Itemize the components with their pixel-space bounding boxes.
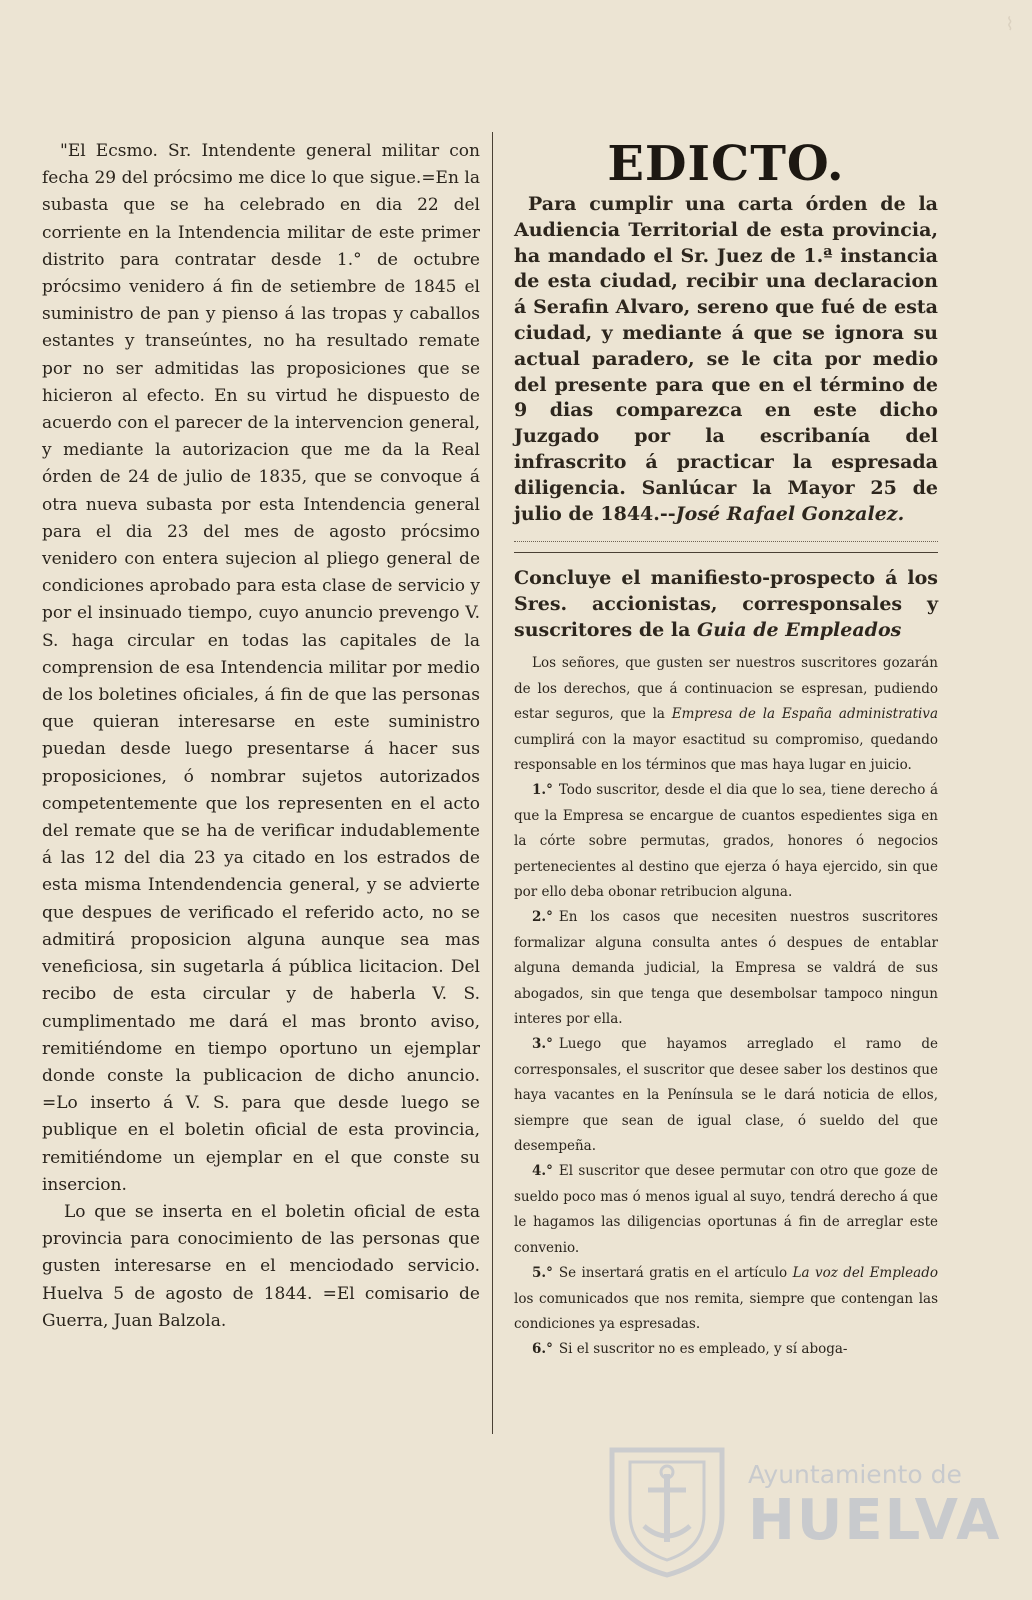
left-column [42, 138, 480, 1335]
column-divider [492, 132, 493, 1434]
clause-number: 1.° [532, 782, 553, 799]
comisario-closing-paragraph: Lo que se inserta en el boletin oficial de esta provincia para conocimiento de las personas que gusten interesarse en el menciodado servicio. Huelva 5 de agosto de 1844. =El comisario de Guerra, Juan Balzola. [42, 1201, 480, 1331]
clause-text-b: los comunicados que nos remita, siempre que contengan las condiciones ya espresadas. [514, 1290, 938, 1332]
clause-5 [514, 1261, 938, 1337]
right-column [514, 138, 938, 1363]
prospecto-heading-italic: Guia de Empleados [697, 619, 902, 642]
intro-empresa-name: Empresa de la España administrativa [671, 706, 938, 723]
clause-3 [514, 1032, 938, 1159]
intro-part-a: Los señores, que gusten ser nuestros suscritores gozarán de los derechos, que á continuacion se espresan, pudiendo estar seguros, que la [514, 655, 938, 723]
clause-number: 3.° [532, 1036, 553, 1053]
clause-text-a: Se insertará gratis en el artículo [558, 1265, 788, 1282]
clause-text: En los casos que necesiten nuestros suscritores formalizar alguna consulta antes ó despues de entablar alguna demanda judicial, la Empresa se valdrá de sus abogados, sin que tenga que desembolsar tampoco ningun interes por ella. [514, 909, 938, 1028]
clause-2 [514, 905, 938, 1032]
clause-1 [514, 778, 938, 905]
watermark-line2: HUELVA [748, 1488, 1002, 1553]
prospecto-intro [514, 651, 938, 778]
clause-number: 5.° [532, 1265, 553, 1282]
clause-text: El suscritor que desee permutar con otro que goze de sueldo poco mas ó menos igual al suyo, tendrá derecho á que le hagamos las diligencias oportunas á fin de arreglar este convenio. [514, 1163, 938, 1256]
coat-of-arms-icon [592, 1430, 742, 1580]
intro-part-b: cumplirá con la mayor esactitud su compromiso, quedando responsable en los términos que mas haya lugar en juicio. [514, 731, 938, 773]
clause-6 [514, 1337, 938, 1362]
prospecto-heading-lead: Concluye el manifiesto-prospecto á los Sres. accionistas, corresponsales y suscritores de la [514, 567, 938, 642]
edicto-text [514, 192, 938, 527]
clause-text: Si el suscritor no es empleado, y sí aboga- [558, 1341, 848, 1358]
archive-stamp-mark: ⌇ [1005, 14, 1014, 35]
clause-number: 4.° [532, 1163, 553, 1180]
clause-voz-del-empleado: La voz del Empleado [792, 1265, 938, 1282]
edicto-body-text: Para cumplir una carta órden de la Audiencia Territorial de esta provincia, ha mandado el Sr. Juez de 1.ª instancia de esta ciudad, recibir una declaracion á Serafin Alvaro, sereno que fué de esta ciudad, y mediante á que se ignora su actual paradero, se le cita por medio del presente para que en el término de 9 dias comparezca en este dicho Juzgado por la escribanía del infrascrito á practicar la espresada diligencia. Sanlúcar la Mayor 25 de julio de 1844.-- [514, 193, 938, 525]
clause-text: Todo suscritor, desde el dia que lo sea, tiene derecho á que la Empresa se encargue de cuantos espedientes siga en la córte sobre permutas, grados, honores ó negocios pertenecientes al destino que ejerza ó haya ejercido, sin que por ello deba obonar retribucion alguna. [514, 782, 938, 901]
solid-separator [514, 552, 938, 553]
clause-text: Luego que hayamos arreglado el ramo de corresponsales, el suscritor que desee saber los destinos que haya vacantes en la Península se le dará noticia de ellos, siempre que sean de igual clase, ó sueldo del que desempeña. [514, 1036, 938, 1155]
edicto-signature: José Rafael Gonzalez. [675, 502, 905, 525]
intendencia-notice-paragraph: "El Ecsmo. Sr. Intendente general militar con fecha 29 del prócsimo me dice lo que sigue.=En la subasta que se ha celebrado en dia 22 del corriente en la Intendencia militar de este primer distrito para contratar desde 1.° de octubre prócsimo venidero á fin de setiembre de 1845 el suministro de pan y pienso á las tropas y caballos estantes y transeúntes, no ha resultado remate por no ser admitidas las proposiciones que se hicieron al efecto. En su virtud he dispuesto de acuerdo con el parecer de la intervencion general, y mediante la autorizacion que me da la Real órden de 24 de julio de 1835, que se convoque á otra nueva subasta por esta Intendencia general para el dia 23 del mes de agosto prócsimo venidero con entera sujecion al pliego general de condiciones aprobado para esta clase de servicio y por el insinuado tiempo, cuyo anuncio prevengo V. S. haga circular en todas las capitales de la comprension de esa Intendencia militar por medio de los boletines oficiales, á fin de que las personas que quieran interesarse en este suministro puedan desde luego presentarse á hacer sus proposiciones, ó nombrar sujetos autorizados competentemente que los representen en el acto del remate que se ha de verificar indudablemente á las 12 del dia 23 ya citado en los estrados de esta misma Intendendencia general, y se advierte que despues de verificado el referido acto, no se admitirá proposicion alguna aunque sea mas veneficiosa, sin sugetarla á pública licitacion. Del recibo de esta circular y de haberla V. S. cumplimentado me dará el mas bronto aviso, remitiéndome en tiempo oportuno un ejemplar donde conste la publicacion de dicho anuncio. =Lo inserto á V. S. para que desde luego se publique en el boletin oficial de esta provincia, remitiéndome un ejemplar en el que conste su insercion. [42, 141, 480, 1195]
clause-4 [514, 1159, 938, 1261]
clause-number: 6.° [532, 1341, 553, 1358]
clause-number: 2.° [532, 909, 553, 926]
watermark-line1: Ayuntamiento de [748, 1460, 962, 1489]
prospecto-heading [514, 565, 938, 643]
edicto-heading: EDICTO. [607, 136, 845, 192]
dotted-separator [514, 541, 938, 542]
ayuntamiento-watermark [592, 1430, 1002, 1580]
